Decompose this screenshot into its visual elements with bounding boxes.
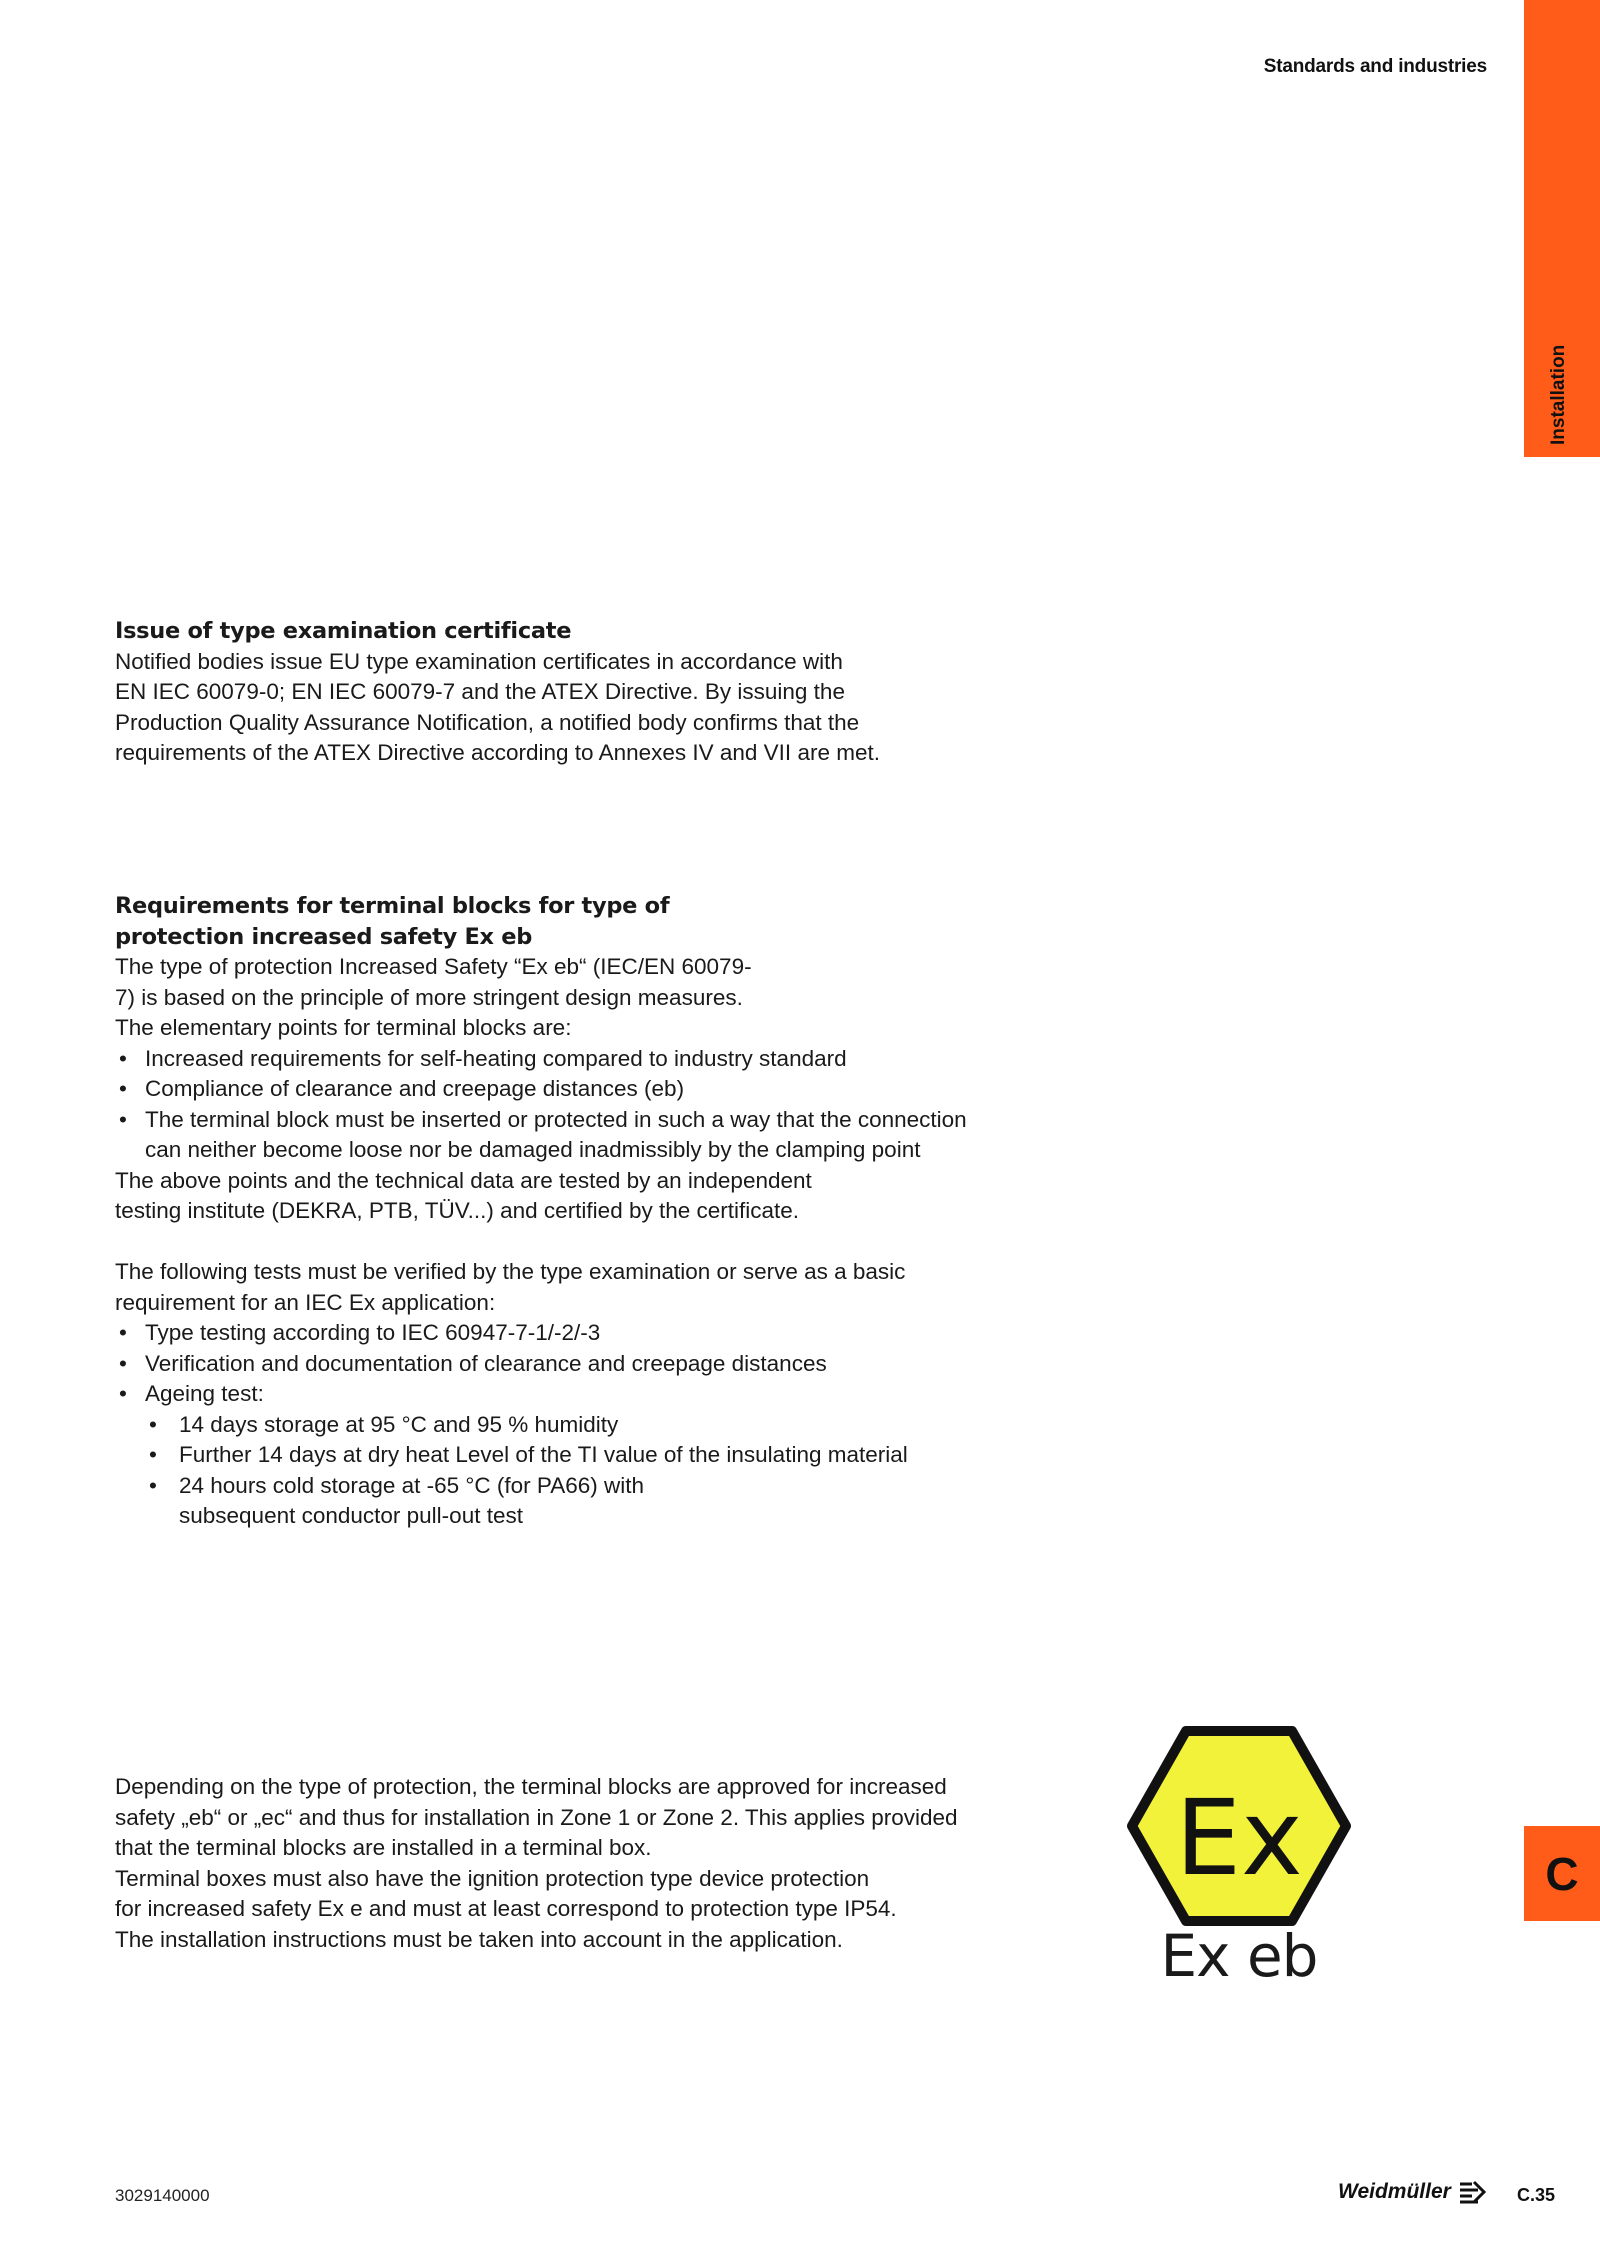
ageing-list: [115, 1410, 1095, 1532]
side-tab: [1524, 0, 1600, 457]
section-body: Notified bodies issue EU type examination certificates in accordance with EN IEC 60079-0; EN IEC 60079-7 and the ATEX Directive. By issuing the Production Quality Assurance Notification, a notified body confirms that the requirements of the ATEX Directive according to Annexes IV and VII are met.: [115, 648, 880, 765]
tests-intro: The following tests must be verified by the type examination or serve as a basic requirement for an IEC Ex application:: [115, 1259, 906, 1315]
list-item: • The terminal block must be inserted or protected in such a way that the connection can neither become loose nor be damaged inadmissibly by the clamping point: [115, 1105, 1095, 1166]
header-title: Standards and industries: [1263, 56, 1487, 77]
section-type-examination: [115, 616, 1015, 769]
list-item: • Compliance of clearance and creepage distances (eb): [115, 1074, 1095, 1105]
requirements-list: [115, 1044, 1095, 1166]
side-tab-label: Installation: [1548, 344, 1569, 445]
list-item: • Increased requirements for self-heating compared to industry standard: [115, 1044, 1095, 1075]
section-heading-line1: Requirements for terminal blocks for type of: [115, 893, 670, 919]
list-item: • Further 14 days at dry heat Level of the TI value of the insulating material: [115, 1440, 1095, 1471]
brand-logo-icon: [1458, 2180, 1486, 2204]
list-item: • 24 hours cold storage at -65 °C (for PA66) with subsequent conductor pull-out test: [115, 1471, 1095, 1532]
tests-list: [115, 1318, 1095, 1410]
brand-logo-text: Weidmüller: [1338, 2180, 1451, 2203]
page-number: C.35: [1517, 2185, 1556, 2205]
chapter-letter: C: [1545, 1847, 1579, 1900]
list-item: • 14 days storage at 95 °C and 95 % humidity: [115, 1410, 1095, 1441]
list-item: • Type testing according to IEC 60947-7-1/-2/-3: [115, 1318, 1095, 1349]
ex-symbol: Ex: [1175, 1777, 1303, 1899]
section-zones: [115, 1772, 1075, 1955]
list-item: • Verification and documentation of clearance and creepage distances: [115, 1349, 1095, 1380]
section-after-list: The above points and the technical data are tested by an independent testing institute (DEKRA, PTB, TÜV...) and certified by the certificate.: [115, 1167, 812, 1223]
ex-caption: Ex eb: [1160, 1922, 1318, 1990]
section-heading: Issue of type examination certificate: [115, 618, 572, 644]
chapter-letter-tab: [1524, 1826, 1600, 1921]
section-heading-line2: protection increased safety Ex eb: [115, 923, 533, 950]
document-code: 3029140000: [115, 2186, 210, 2205]
section-intro: The type of protection Increased Safety “Ex eb“ (IEC/EN 60079- 7) is based on the principle of more stringent design measures. The elementary points for terminal blocks are:: [115, 954, 752, 1040]
section-body: Depending on the type of protection, the terminal blocks are approved for increased safety „eb“ or „ec“ and thus for installation in Zone 1 or Zone 2. This applies provided that the terminal blocks are installed in a terminal box. Terminal boxes must also have the ignition protection type device protection for increased safety Ex e and must at least correspond to protection type IP54. The installation instructions must be taken into account in the application.: [115, 1774, 958, 1952]
section-requirements: [115, 891, 1095, 1532]
list-item: • Ageing test:: [115, 1379, 1095, 1410]
